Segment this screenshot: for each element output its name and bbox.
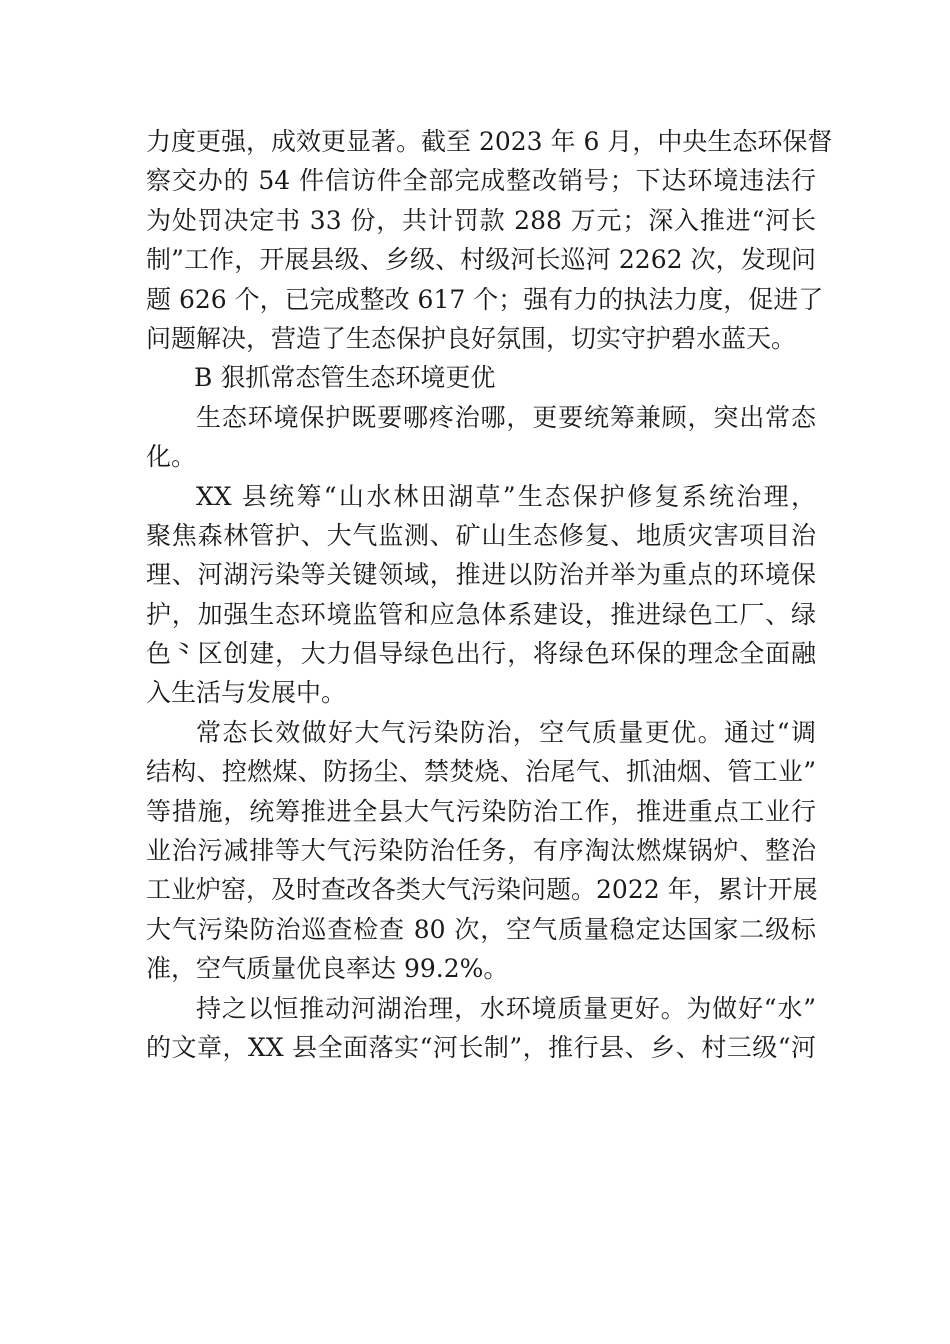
paragraph-line: 化。 <box>146 442 197 472</box>
paragraph-system-governance <box>146 477 816 713</box>
paragraph-line: 工业炉窑，及时查改各类大气污染问题。2022 年，累计开展 <box>146 875 818 905</box>
paragraph-line: 色⺀区创建，大力倡导绿色出行，将绿色环保的理念全面融 <box>146 639 816 669</box>
paragraph-line: 等措施，统筹推进全县大气污染防治工作，推进重点工业行 <box>146 796 816 826</box>
paragraph-normalization <box>146 398 816 477</box>
paragraph-line: 为处罚决定书 33 份，共计罚款 288 万元；深入推进“河长 <box>146 205 816 235</box>
paragraph-line: 力度更强，成效更显著。截至 2023 年 6 月，中央生态环保督 <box>146 127 833 156</box>
paragraph-air-pollution <box>146 713 816 989</box>
paragraph-line: 察交办的 54 件信访件全部完成整改销号；下达环境违法行 <box>146 166 816 196</box>
paragraph-line: 常态长效做好大气污染防治，空气质量更优。通过“调 <box>196 717 816 747</box>
section-heading: B 狠抓常态管生态环境更优 <box>194 363 496 393</box>
paragraph-line: XX 县统筹“山水林田湖草”生态保护修复系统治理， <box>196 481 816 511</box>
paragraph-line: 业治污减排等大气污染防治任务，有序淘汰燃煤锅炉、整治 <box>146 836 816 866</box>
paragraph-line: 生态环境保护既要哪疼治哪，更要统筹兼顾，突出常态 <box>196 402 816 432</box>
paragraph-line: 的文章，XX 县全面落实“河长制”，推行县、乡、村三级“河 <box>146 1032 816 1062</box>
paragraph-line: 结构、控燃煤、防扬尘、禁焚烧、治尾气、抓油烟、管工业” <box>146 757 816 787</box>
document-body <box>146 122 833 1067</box>
paragraph-line: 护，加强生态环境监管和应急体系建设，推进绿色工厂、绿 <box>146 599 816 629</box>
paragraph-line: 问题解决，营造了生态保护良好氛围，切实守护碧水蓝天。 <box>146 323 797 353</box>
paragraph-line: 制”工作，开展县级、乡级、村级河长巡河 2262 次，发现问 <box>146 245 816 275</box>
paragraph-line: 入生活与发展中。 <box>146 678 347 708</box>
paragraph-river-governance <box>146 989 816 1068</box>
paragraph-line: 准，空气质量优良率达 99.2%。 <box>146 954 509 984</box>
paragraph-line: 持之以恒推动河湖治理，水环境质量更好。为做好“水” <box>196 993 816 1023</box>
paragraph-line: 题 626 个，已完成整改 617 个；强有力的执法力度，促进了 <box>146 284 824 314</box>
paragraph-line: 理、河湖污染等关键领域，推进以防治并举为重点的环境保 <box>146 560 816 590</box>
paragraph-enforcement <box>146 122 833 358</box>
paragraph-line: 聚焦森林管护、大气监测、矿山生态修复、地质灾害项目治 <box>146 520 816 550</box>
paragraph-line: 大气污染防治巡查检查 80 次，空气质量稳定达国家二级标 <box>146 914 816 944</box>
